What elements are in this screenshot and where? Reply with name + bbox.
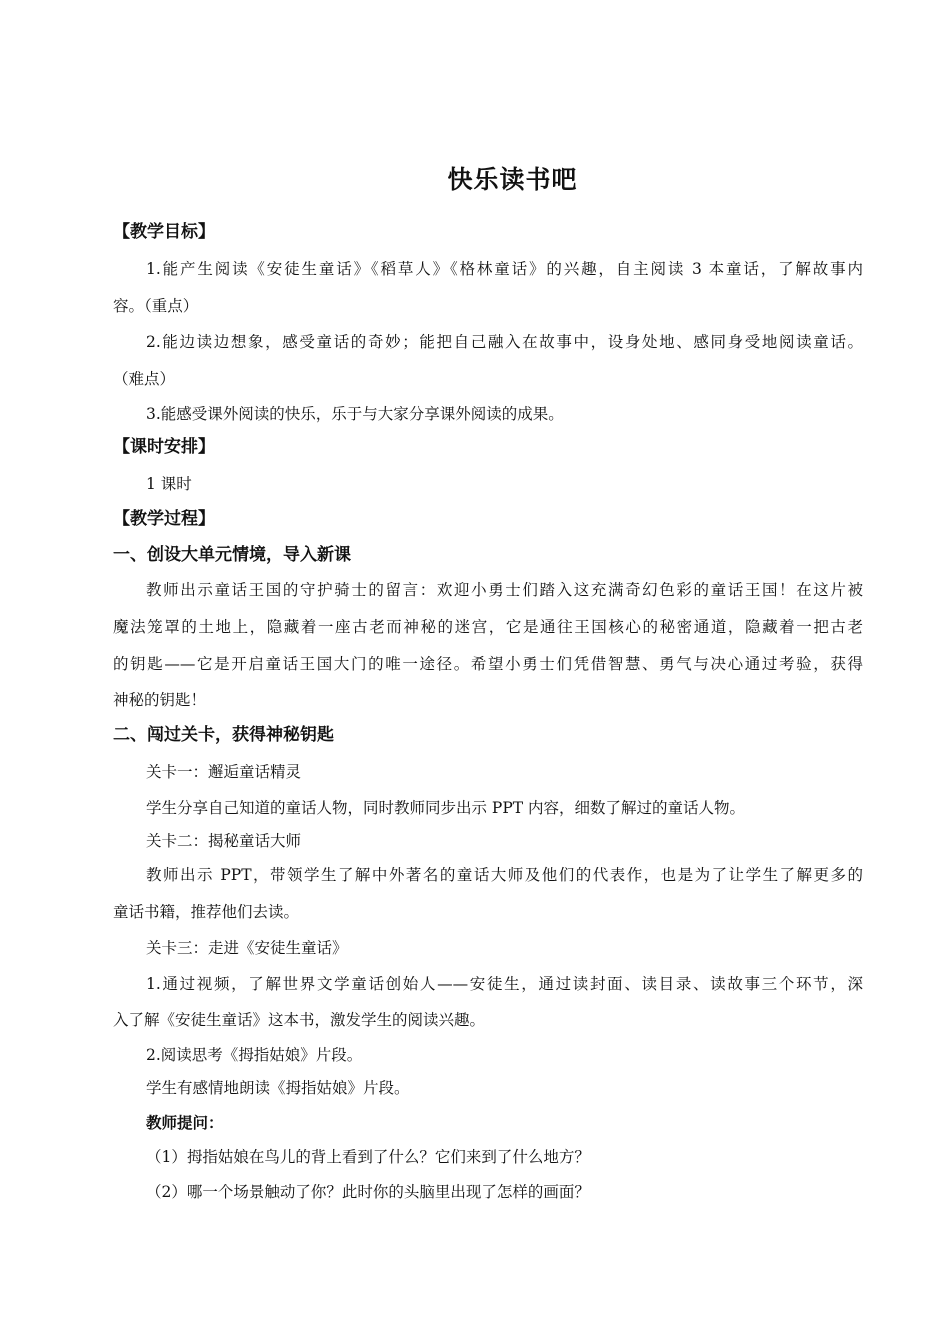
subheading-part-2: 二、闯过关卡，获得神秘钥匙 xyxy=(113,725,334,745)
intro-paragraph-line-4: 神秘的钥匙！ xyxy=(113,691,207,709)
level-2-text-line-2: 童话书籍，推荐他们去读。 xyxy=(113,903,300,921)
level-2-text-line-1: 教师出示 PPT，带领学生了解中外著名的童话大师及他们的代表作，也是为了让学生了解更多的 xyxy=(146,866,863,884)
intro-paragraph-line-2: 魔法笼罩的土地上，隐藏着一座古老而神秘的迷宫，它是通往王国核心的秘密通道，隐藏着一把古老 xyxy=(113,618,863,636)
section-heading-schedule: 【课时安排】 xyxy=(113,437,215,457)
question-2: （2）哪一个场景触动了你？此时你的头脑里出现了怎样的画面？ xyxy=(146,1183,590,1201)
goal-1-line-2: 容。（重点） xyxy=(113,297,199,315)
question-1: （1）拇指姑娘在鸟儿的背上看到了什么？它们来到了什么地方？ xyxy=(146,1148,590,1166)
section-heading-teaching-goals: 【教学目标】 xyxy=(113,222,215,242)
intro-paragraph-line-3: 的钥匙——它是开启童话王国大门的唯一途径。希望小勇士们凭借智慧、勇气与决心通过考验，获得 xyxy=(113,655,863,673)
goal-2-line-1: 2.能边读边想象，感受童话的奇妙；能把自己融入在故事中，设身处地、感同身受地阅读童话。 xyxy=(146,333,863,351)
teacher-question-label: 教师提问： xyxy=(146,1113,224,1132)
level-3-item-1-line-2: 入了解《安徒生童话》这本书，激发学生的阅读兴趣。 xyxy=(113,1011,486,1029)
schedule-text: 1 课时 xyxy=(146,475,192,493)
level-3-item-2: 2.阅读思考《拇指姑娘》片段。 xyxy=(146,1046,363,1064)
page-title: 快乐读书吧 xyxy=(447,165,578,194)
level-3-title: 关卡三：走进《安徒生童话》 xyxy=(146,939,348,957)
section-heading-process: 【教学过程】 xyxy=(113,509,215,529)
goal-3: 3.能感受课外阅读的快乐，乐于与大家分享课外阅读的成果。 xyxy=(146,405,564,423)
level-2-title: 关卡二：揭秘童话大师 xyxy=(146,832,302,850)
goal-1-line-1: 1.能产生阅读《安徒生童话》《稻草人》《格林童话》的兴趣，自主阅读 3 本童话，了解故事内 xyxy=(146,260,863,278)
level-1-text: 学生分享自己知道的童话人物，同时教师同步出示 PPT 内容，细数了解过的童话人物。 xyxy=(146,799,746,817)
reading-instruction: 学生有感情地朗读《拇指姑娘》片段。 xyxy=(146,1079,410,1097)
intro-paragraph-line-1: 教师出示童话王国的守护骑士的留言：欢迎小勇士们踏入这充满奇幻色彩的童话王国！在这片被 xyxy=(146,581,863,599)
subheading-part-1: 一、创设大单元情境，导入新课 xyxy=(113,545,351,565)
level-1-title: 关卡一：邂逅童话精灵 xyxy=(146,763,302,781)
goal-2-line-2: （难点） xyxy=(113,370,176,388)
level-3-item-1-line-1: 1.通过视频，了解世界文学童话创始人——安徒生，通过读封面、读目录、读故事三个环节，深 xyxy=(146,975,863,993)
